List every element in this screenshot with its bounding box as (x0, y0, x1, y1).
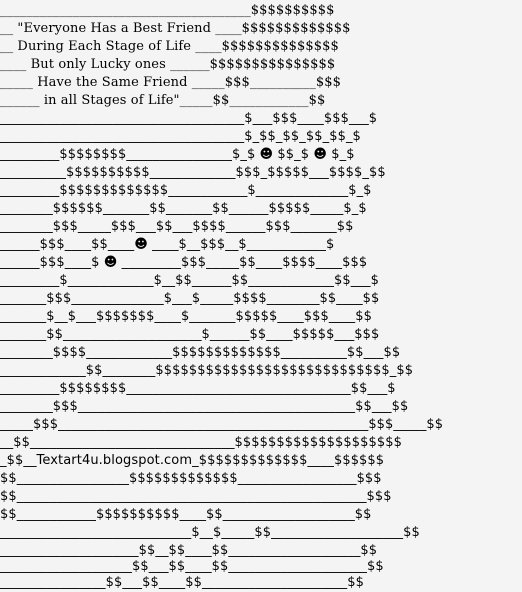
art-line: _________$$$$$$$$________________$_$ ☻ $$_$ ☻ $_$ (0, 147, 355, 162)
art-line: ________$$$_____$$$___$$___$$$$______$$$_______$$ (0, 219, 354, 234)
art-line: _____________________$$__$$____$$____________________$$ (0, 543, 378, 558)
art-line: ____________________$$___$$____$$_____________________$$ (0, 559, 384, 574)
art-line: _____________________________________$_$$_$$_$$_$$_$ (0, 129, 361, 144)
art-line: ______$$$____$$____☻ ____$__$$$__$____________$ (0, 237, 335, 252)
art-line: _____ Have the Same Friend _____$$$__________$$$ (0, 75, 341, 90)
art-line: _______$__$___$$$$$$$____$_______$$$$$____$$$____$$ (0, 309, 373, 324)
art-line: ________$$$$_____________$$$$$$$$$$$$$__________$$___$$ (0, 345, 401, 360)
art-line: $$____________$$$$$$$$$$____$$____________________$$ (0, 507, 372, 522)
art-line: _____________________________________$___$$$____$$$___$ (0, 111, 378, 126)
art-line: __$$_______________________________$$$$$$$$$$$$$$$$$$$$ (0, 435, 402, 450)
art-line: $$_________________$$$$$$$$$$$$$__________________$$$ (0, 471, 382, 486)
art-line: _______$$$______________$___$_____$$$$________$$____$$ (0, 291, 380, 306)
art-line: $$_____________________________________________________$$$ (0, 489, 392, 504)
art-line: ________$$$$$$_______$$_______$$______$$$$$_____$_$ (0, 201, 367, 216)
art-line: ______ in all Stages of Life"_____$$____________$$ (0, 93, 326, 108)
art-line: _______$$_____________________$______$$____$$$$$___$$$ (0, 327, 380, 342)
art-line: __ "Everyone Has a Best Friend ____$$$$$$$$$$$$$ (0, 21, 351, 36)
art-line: _________$$$$$$$$$$$$$____________$______________$_$ (0, 183, 372, 198)
art-line: _____________$$________$$$$$$$$$$$$$$$$$$$$$$$$$$$$_$$ (0, 363, 414, 378)
art-line: __________$$$$$$$$$$_____________$$$_$$$$$___$$$$_$$ (0, 165, 386, 180)
art-line: ________$$$__________________________________________$$___$$ (0, 399, 409, 414)
art-line: ________________$$___$$____$$______________________$$ (0, 575, 364, 590)
art-line: __ During Each Stage of Life ____$$$$$$$$$$$$$$ (0, 39, 339, 54)
art-line: ____ But only Lucky ones ______$$$$$$$$$$$$$$$ (0, 57, 336, 72)
art-line: _________$_____________$__$$______$$_____________$$___$ (0, 273, 379, 288)
art-line: _____$$$_______________________________________________$$$_____$$ (0, 417, 444, 432)
art-line: _$$__Textart4u.blogspot.com_$$$$$$$$$$$$$____$$$$$$ (0, 453, 385, 468)
art-line: _________$$$$$$$$__________________________________$$___$ (0, 381, 396, 396)
art-line: _____________________________$__$_____$$____________________$$ (0, 525, 420, 540)
art-line: ______$$$____$ ☻ _________$$$_____$$____$$$$____$$$ (0, 255, 368, 270)
art-line: ______________________________________$$$$$$$$$$ (0, 3, 335, 18)
